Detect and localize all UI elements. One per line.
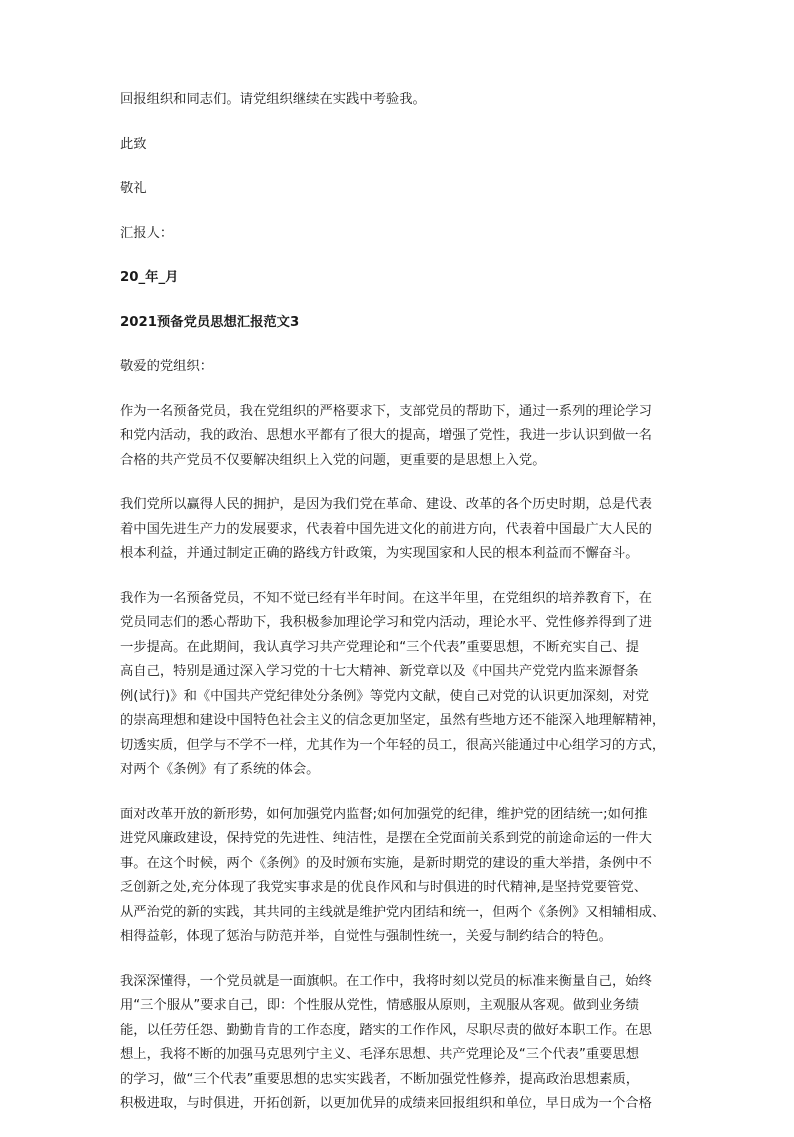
- salutation: 敬爱的党组织：: [120, 359, 214, 374]
- paragraph-line: 乏创新之处,充分体现了我党实事求是的优良作风和与时俱进的时代精神,是坚持党要管党、: [120, 880, 648, 895]
- paragraph-line: 面对改革开放的新形势，如何加强党内监督;如何加强党的纪律，维护党的团结统一;如何推: [120, 806, 648, 822]
- paragraph-line: 积极进取，与时俱进，开拓创新，以更加优异的成绩来回报组织和单位，早日成为一个合格: [120, 1096, 652, 1111]
- paragraph-2: [120, 493, 686, 567]
- paragraph-line: 相得益彰，体现了惩治与防范并举，自觉性与强制性统一，关爱与制约结合的特色。: [120, 929, 612, 944]
- paragraph-1: [120, 400, 686, 474]
- paragraph-5: [120, 970, 686, 1117]
- reporter-label: 汇报人：: [120, 225, 174, 241]
- paragraph-line: 我作为一名预备党员，不知不觉已经有半年时间。在这半年里，在党组织的培养教育下，在: [120, 590, 652, 606]
- paragraph-line: 例(试行)》和《中国共产党纪律处分条例》等党内文献，使自己对党的认识更加深刻，对党: [120, 688, 649, 704]
- paragraph-line: 作为一名预备党员，我在党组织的严格要求下，支部党员的帮助下，通过一系列的理论学习: [120, 403, 652, 419]
- paragraph-line: 根本利益，并通过制定正确的路线方针政策，为实现国家和人民的根本利益而不懈奋斗。: [120, 546, 639, 561]
- paragraph-line: 想上，我将不断的加强马克思列宁主义、毛泽东思想、共产党理论及“三个代表”重要思想: [120, 1047, 640, 1062]
- paragraph-line: 用“三个服从”要求自己，即：个性服从党性，情感服从原则，主观服从客观。做到业务绩: [120, 998, 640, 1013]
- paragraph-4: [120, 803, 686, 950]
- paragraph-line: 一步提高。在此期间，我认真学习共产党理论和“三个代表”重要思想，不断充实自己、提: [120, 639, 640, 655]
- paragraph-line: 的学习，做“三个代表”重要思想的忠实实践者，不断加强党性修养，提高政治思想素质，: [120, 1071, 640, 1087]
- paragraph-line: 能，以任劳任怨、勤勤肯肯的工作态度，踏实的工作作风，尽职尽责的做好本职工作。在思: [120, 1022, 652, 1038]
- closing-cizhi: 此致: [120, 136, 147, 152]
- paragraph-line: 我深深懂得，一个党员就是一面旗帜。在工作中，我将时刻以党员的标准来衡量自己，始终: [120, 973, 652, 989]
- paragraph-line: 事。在这个时候，两个《条例》的及时颁布实施，是新时期党的建设的重大举措，条例中不: [120, 855, 652, 871]
- paragraph-line: 进党风廉政建设，保持党的先进性、纯洁性，是摆在全党面前关系到党的前途命运的一件大: [120, 831, 652, 846]
- paragraph-line: 切透实质，但学与不学不一样，尤其作为一个年轻的员工，很高兴能通过中心组学习的方式，: [120, 737, 666, 753]
- paragraph-line: 着中国先进生产力的发展要求，代表着中国先进文化的前进方向，代表着中国最广大人民的: [120, 521, 652, 537]
- paragraph-line: 合格的共产党员不仅要解决组织上入党的问题，更重要的是思想上入党。: [120, 452, 546, 468]
- document-page: [120, 88, 686, 1137]
- paragraph-line: 和党内活动，我的政治、思想水平都有了很大的提高，增强了党性，我进一步认识到做一名: [120, 428, 652, 443]
- paragraph-3: [120, 587, 686, 783]
- paragraph-line: 我们党所以赢得人民的拥护，是因为我们党在革命、建设、改革的各个历史时期，总是代表: [120, 497, 652, 512]
- date-line: 20_年_月: [120, 270, 179, 285]
- continued-line: 回报组织和同志们。请党组织继续在实践中考验我。: [120, 92, 426, 107]
- section-title: 2021预备党员思想汇报范文3: [120, 314, 300, 330]
- paragraph-line: 高自己，特别是通过深入学习党的十七大精神、新党章以及《中国共产党党内监来源督条: [120, 664, 639, 679]
- paragraph-line: 从严治党的新的实践，其共同的主线就是维护党内团结和统一，但两个《条例》又相辅相成、: [120, 904, 666, 920]
- closing-jingli: 敬礼: [120, 181, 147, 196]
- paragraph-line: 对两个《条例》有了系统的体会。: [120, 762, 320, 777]
- paragraph-line: 党员同志们的悉心帮助下，我积极参加理论学习和党内活动，理论水平、党性修养得到了进: [120, 615, 652, 630]
- paragraph-line: 的崇高理想和建设中国特色社会主义的信念更加坚定，虽然有些地方还不能深入地理解精神，: [120, 713, 666, 728]
